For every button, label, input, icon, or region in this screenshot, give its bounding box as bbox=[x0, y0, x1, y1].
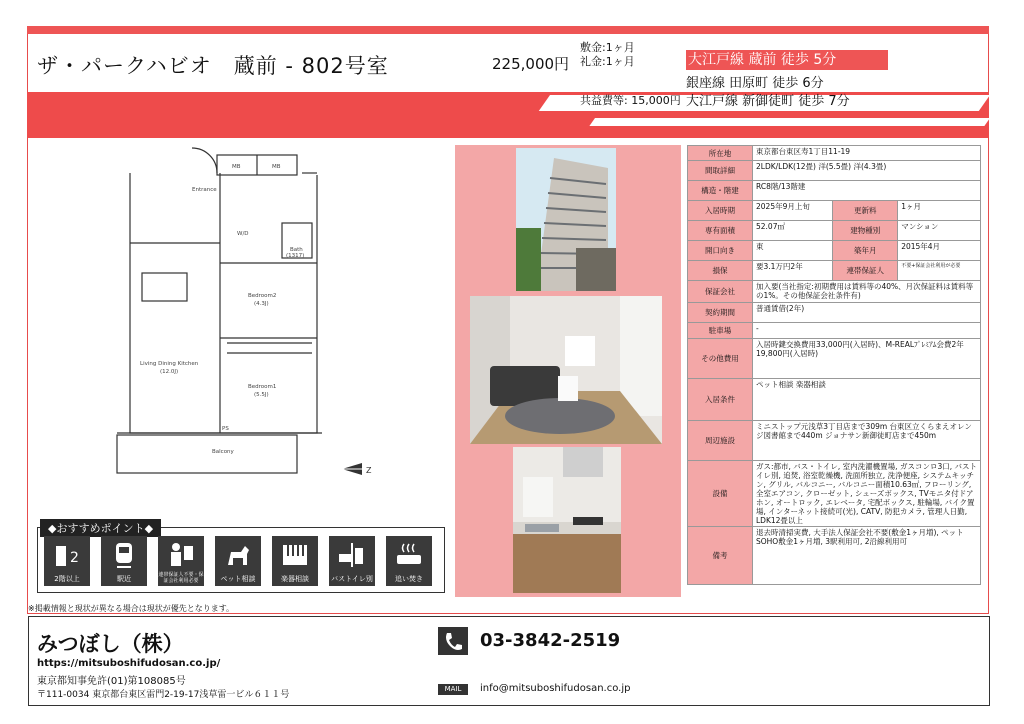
value-area: 52.07㎡ bbox=[753, 221, 833, 241]
fp-ldk: Living Dining Kitchen bbox=[140, 361, 199, 367]
label-parking: 駐車場 bbox=[688, 323, 753, 339]
bath-toilet-icon bbox=[329, 536, 375, 586]
recommend-label: ペット相談 bbox=[220, 575, 256, 583]
floor-icon bbox=[44, 536, 90, 586]
label-facing: 開口向き bbox=[688, 241, 753, 261]
piano-icon bbox=[272, 536, 318, 586]
property-title: ザ・パークハビオ 蔵前 - 802号室 bbox=[37, 54, 389, 78]
fp-mb2: MB bbox=[272, 164, 281, 170]
value-other-fee: 入居時鍵交換費用33,000円(入居時)、M-REALﾌﾟﾚﾐｱﾑ会費2年19,800円(入居時) bbox=[753, 339, 981, 379]
svg-text:2: 2 bbox=[70, 550, 79, 566]
label-conditions: 入居条件 bbox=[688, 379, 753, 421]
label-guarantor: 連帯保証人 bbox=[833, 261, 898, 281]
label-guar-co: 保証会社 bbox=[688, 281, 753, 303]
living-room-photo bbox=[470, 296, 662, 444]
building-photo bbox=[516, 148, 616, 291]
fp-bedroom1: Bedroom1 bbox=[248, 384, 277, 390]
svg-text:Z: Z bbox=[366, 466, 372, 475]
fp-bath: Bath bbox=[290, 247, 303, 253]
label-layout: 間取詳細 bbox=[688, 161, 753, 181]
value-address: 東京都台東区寿1丁目11-19 bbox=[753, 146, 981, 161]
label-remarks: 備考 bbox=[688, 527, 753, 585]
pet-icon bbox=[215, 536, 261, 586]
label-structure: 構造・階建 bbox=[688, 181, 753, 201]
value-movein: 2025年9月上旬 bbox=[753, 201, 833, 221]
value-facing: 東 bbox=[753, 241, 833, 261]
fp-wd: W/D bbox=[237, 231, 249, 237]
recommend-title: ◆おすすめポイント◆ bbox=[40, 519, 161, 537]
value-remarks: 退去時清掃実費, 大手法人保証会社不要(敷金1ヶ月増), ペットSOHO敷金1ヶ月増, 3駅利用可, 2沿線利用可 bbox=[753, 527, 981, 585]
label-other-fee: その他費用 bbox=[688, 339, 753, 379]
company-url[interactable]: https://mitsuboshifudosan.co.jp/ bbox=[37, 658, 221, 669]
label-contract: 契約期間 bbox=[688, 303, 753, 323]
guarantor-icon bbox=[158, 536, 204, 586]
fp-ps: PS bbox=[222, 426, 229, 432]
license-number: 東京都知事免許(01)第108085号 bbox=[37, 676, 186, 687]
email-address[interactable]: info@mitsuboshifudosan.co.jp bbox=[480, 683, 631, 694]
fp-entrance: Entrance bbox=[192, 187, 217, 193]
fp-mb1: MB bbox=[232, 164, 241, 170]
kitchen-photo bbox=[513, 447, 621, 593]
station-3: 大江戸線 新御徒町 徒歩 7分 bbox=[686, 94, 850, 109]
fp-bedroom2-size: (4.3J) bbox=[254, 301, 269, 307]
value-renew: 1ヶ月 bbox=[898, 201, 981, 221]
label-area: 専有面積 bbox=[688, 221, 753, 241]
recommend-label: 駅近 bbox=[117, 575, 131, 583]
header-stripe-2 bbox=[589, 118, 990, 126]
property-details-table bbox=[687, 145, 981, 585]
recommend-label: 2階以上 bbox=[54, 575, 80, 583]
key-money: 礼金:1ヶ月 bbox=[580, 55, 635, 68]
value-type: マンション bbox=[898, 221, 981, 241]
rent-price: 225,000円 bbox=[492, 55, 570, 73]
deposit-info bbox=[580, 41, 635, 69]
fp-bedroom1-size: (5.5J) bbox=[254, 392, 269, 398]
value-guar-co: 加入要(当社指定:初期費用は賃料等の40%、月次保証料は賃料等の1%。その他保証会社条件有) bbox=[753, 281, 981, 303]
value-layout: 2LDK/LDK(12畳) 洋(5.5畳) 洋(4.3畳) bbox=[753, 161, 981, 181]
value-conditions: ペット相談 楽器相談 bbox=[753, 379, 981, 421]
value-structure: RC8階/13階建 bbox=[753, 181, 981, 201]
label-equip: 設備 bbox=[688, 461, 753, 527]
north-arrow-icon bbox=[340, 458, 380, 480]
phone-icon bbox=[438, 627, 468, 655]
header-top-bar bbox=[27, 26, 989, 34]
label-type: 建物種別 bbox=[833, 221, 898, 241]
mail-icon: MAIL bbox=[438, 684, 468, 695]
label-built: 築年月 bbox=[833, 241, 898, 261]
label-movein: 入居時期 bbox=[688, 201, 753, 221]
value-equip: ガス:都市, バス・トイレ, 室内洗濯機置場, ガスコンロ3口, バストイレ別, 追焚, 浴室乾燥機, 洗面所独立, 洗浄便座, システムキッチン, グリル, バルコニー, バルコニー面積10.63㎡, フローリング, 全室エアコン, クローゼット, シューズボックス, TVモニタ付ドアホン, オートロック, エレベータ, 宅配ボックス, 駐輪場, バイク置場, インターネット接続可(光), CATV, 防犯カメラ, 管理人日勤, LDK12畳以上 bbox=[753, 461, 981, 527]
company-name: みつぼし（株） bbox=[37, 632, 184, 656]
label-hosho: 損保 bbox=[688, 261, 753, 281]
fp-bath-size: (1317) bbox=[286, 253, 305, 259]
reheat-icon bbox=[386, 536, 432, 586]
disclaimer-note: ※掲載情報と現状が異なる場合は現状が優先となります。 bbox=[28, 604, 235, 613]
floor-plan bbox=[112, 143, 332, 481]
station-main: 大江戸線 蔵前 徒歩 5分 bbox=[686, 50, 888, 70]
common-fee: 共益費等: 15,000円 bbox=[580, 94, 681, 107]
value-nearby: ミニストップ元浅草3丁目店まで309m 台東区立くらまえオレンジ図書館まで440m ジョナサン新御徒町店まで450m bbox=[753, 421, 981, 461]
value-contract: 普通賃借(2年) bbox=[753, 303, 981, 323]
value-hosho: 要3.1万円2年 bbox=[753, 261, 833, 281]
label-renew: 更新料 bbox=[833, 201, 898, 221]
value-built: 2015年4月 bbox=[898, 241, 981, 261]
fp-bedroom2: Bedroom2 bbox=[248, 293, 277, 299]
recommend-label: バストイレ別 bbox=[331, 575, 373, 583]
fp-ldk-size: (12.0J) bbox=[160, 369, 179, 375]
recommend-label: 追い焚き bbox=[395, 575, 423, 583]
recommend-label: 連帯保証人不要・保証会社利用必要 bbox=[158, 572, 204, 584]
phone-number[interactable]: 03-3842-2519 bbox=[480, 630, 621, 651]
train-icon bbox=[101, 536, 147, 586]
value-parking: - bbox=[753, 323, 981, 339]
station-2: 銀座線 田原町 徒歩 6分 bbox=[686, 76, 824, 91]
label-address: 所在地 bbox=[688, 146, 753, 161]
label-nearby: 周辺施設 bbox=[688, 421, 753, 461]
recommend-label: 楽器相談 bbox=[281, 575, 309, 583]
company-address: 〒111-0034 東京都台東区雷門2-19-17浅草雷一ビル６１１号 bbox=[37, 690, 290, 700]
value-guarantor: 不要+保証会社利用が必要 bbox=[898, 261, 981, 281]
fp-balcony: Balcony bbox=[212, 449, 234, 455]
deposit: 敷金:1ヶ月 bbox=[580, 41, 635, 54]
